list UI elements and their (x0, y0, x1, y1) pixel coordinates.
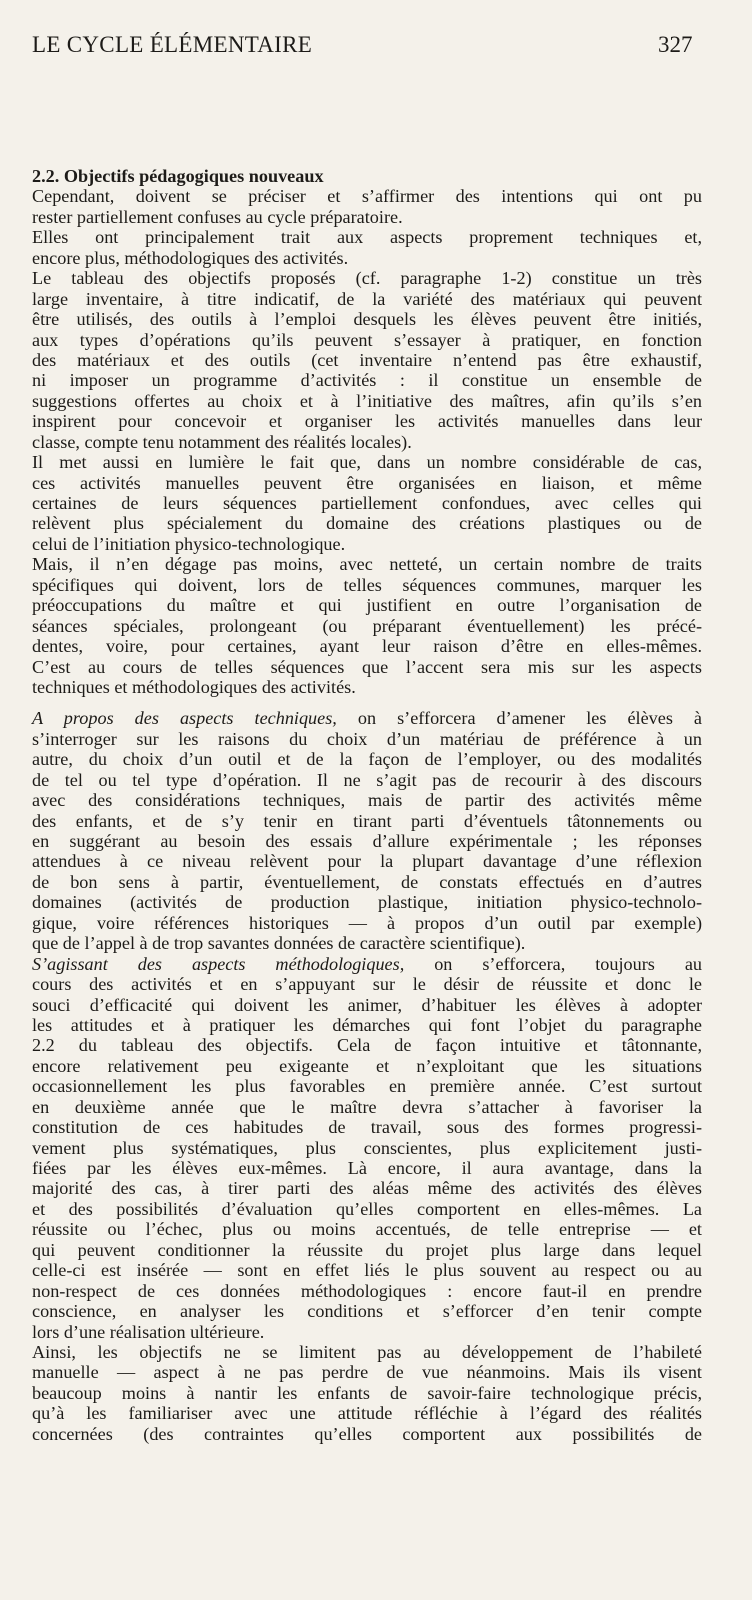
text-line (32, 954, 702, 974)
italic-lead: S’agissant des aspects méthodologiques, (32, 953, 405, 974)
text-line: séances spéciales, prolongeant (ou préparant éventuellement) les précé- (32, 615, 702, 636)
italic-lead: A propos des aspects techniques, (32, 708, 337, 729)
line-text: on s’efforcera d’amener les élèves à (336, 708, 702, 729)
text-line: des enfants, et de s’y tenir en tirant parti d’éventuels tâtonnements ou (32, 810, 702, 831)
text-line: celui de l’initiation physico-technologique. (32, 533, 346, 554)
text-line: être utilisés, des outils à l’emploi desquels les élèves peuvent être initiés, (32, 309, 702, 330)
text-line: avec des considérations techniques, mais de partir des activités même (32, 790, 702, 811)
text-line: inspirent pour concevoir et organiser les activités manuelles dans leur (32, 411, 702, 432)
text-line: concernées (des contraintes qu’elles comportent aux possibilités de (32, 1423, 702, 1444)
text-line: conscience, en analyser les conditions et s’efforcer d’en tenir compte (32, 1301, 702, 1322)
text-line: dentes, voire, pour certaines, ayant leur raison d’être en elles-mêmes. (32, 636, 702, 657)
text-line: Ainsi, les objectifs ne se limitent pas au développement de l’habileté (32, 1341, 702, 1362)
text-line: rester partiellement confuses au cycle préparatoire. (32, 206, 403, 227)
line-text: on s’efforcera, toujours au (404, 953, 702, 974)
text-line: autre, du choix d’un outil et de la façon de l’employer, ou des modalités (32, 749, 702, 770)
text-line: ni imposer un programme d’activités : il constitue un ensemble de (32, 370, 702, 391)
text-line: domaines (activités de production plastique, initiation physico-technolo- (32, 892, 702, 913)
text-line: vement plus systématiques, plus conscientes, plus explicitement justi- (32, 1137, 702, 1158)
text-line: spécifiques qui doivent, lors de telles séquences communes, marquer les (32, 574, 702, 595)
running-head: LE CYCLE ÉLÉMENTAIRE (32, 32, 313, 57)
text-line: occasionnellement les plus favorables en première année. C’est surtout (32, 1076, 702, 1097)
text-line: Cependant, doivent se préciser et s’affirmer des intentions qui ont pu (32, 186, 702, 207)
text-line: beaucoup moins à nantir les enfants de savoir-faire technologique précis, (32, 1382, 702, 1403)
text-line (32, 708, 702, 728)
text-line: Le tableau des objectifs proposés (cf. paragraphe 1-2) constitue un très (32, 268, 702, 289)
text-line: aux types d’opérations qu’ils peuvent s’essayer à pratiquer, en fonction (32, 329, 702, 350)
text-line: techniques et méthodologiques des activités. (32, 676, 356, 697)
text-line: classe, compte tenu notamment des réalités locales). (32, 431, 412, 452)
text-line: qui peuvent conditionner la réussite du projet plus large dans lequel (32, 1239, 702, 1260)
text-line: que de l’appel à de trop savantes données de caractère scientifique). (32, 933, 526, 954)
text-line: Elles ont principalement trait aux aspects proprement techniques et, (32, 227, 702, 248)
text-line: lors d’une réalisation ultérieure. (32, 1321, 265, 1342)
text-line: 2.2 du tableau des objectifs. Cela de façon intuitive et tâtonnante, (32, 1035, 702, 1056)
body-text (32, 166, 702, 1444)
text-line: les attitudes et à pratiquer les démarches qui font l’objet du paragraphe (32, 1014, 702, 1035)
text-line: large inventaire, à titre indicatif, de la variété des matériaux qui peuvent (32, 288, 702, 309)
text-line: constitution de ces habitudes de travail, sous des formes progressi- (32, 1117, 702, 1138)
text-line: réussite ou l’échec, plus ou moins accentués, de telle entreprise — et (32, 1219, 702, 1240)
page-number: 327 (658, 32, 693, 57)
text-line: qu’à les familiariser avec une attitude réfléchie à l’égard des réalités (32, 1403, 702, 1424)
text-line: majorité des cas, à tirer parti des aléas même des activités des élèves (32, 1178, 702, 1199)
text-line: relèvent plus spécialement du domaine des créations plastiques ou de (32, 513, 702, 534)
text-line: encore plus, méthodologiques des activités. (32, 247, 349, 268)
text-line: attendues à ce niveau relèvent pour la plupart davantage d’une réflexion (32, 851, 702, 872)
text-line: en suggérant au besoin des essais d’allure expérimentale ; les réponses (32, 831, 702, 851)
text-line: Mais, il n’en dégage pas moins, avec netteté, un certain nombre de traits (32, 554, 702, 575)
text-line: s’interroger sur les raisons du choix d’un matériau de préférence à un (32, 728, 702, 749)
text-line: des matériaux et des outils (cet inventaire n’entend pas être exhaustif, (32, 349, 702, 370)
text-line: encore relativement peu exigeante et n’exploitant que les situations (32, 1055, 702, 1076)
text-line: en deuxième année que le maître devra s’attacher à favoriser la (32, 1096, 702, 1117)
text-line: certaines de leurs séquences partiellement confondues, avec celles qui (32, 493, 702, 513)
text-line: souci d’efficacité qui doivent les animer, d’habituer les élèves à adopter (32, 994, 702, 1015)
text-line: celle-ci est insérée — sont en effet liés le plus souvent au respect ou au (32, 1260, 702, 1281)
text-line: ces activités manuelles peuvent être organisées en liaison, et même (32, 472, 702, 493)
text-line: gique, voire références historiques — à propos d’un outil par exemple) (32, 912, 702, 933)
text-line: fiées par les élèves eux-mêmes. Là encore, il aura avantage, dans la (32, 1158, 702, 1178)
section-heading: 2.2. Objectifs pédagogiques nouveaux (32, 166, 324, 186)
text-line: suggestions offertes au choix et à l’initiative des maîtres, afin qu’ils s’en (32, 390, 702, 411)
text-line: C’est au cours de telles séquences que l’accent sera mis sur les aspects (32, 656, 702, 677)
text-line: Il met aussi en lumière le fait que, dans un nombre considérable de cas, (32, 452, 702, 473)
text-line: de tel ou tel type d’opération. Il ne s’agit pas de recourir à des discours (32, 769, 702, 790)
text-line: préoccupations du maître et qui justifient en outre l’organisation de (32, 595, 702, 616)
text-line: non-respect de ces données méthodologiques : encore faut-il en prendre (32, 1280, 702, 1301)
text-line: de bon sens à partir, éventuellement, de constats effectués en d’autres (32, 871, 702, 892)
text-line: manuelle — aspect à ne pas perdre de vue néanmoins. Mais ils visent (32, 1362, 702, 1383)
text-line: cours des activités et en s’appuyant sur le désir de réussite et donc le (32, 974, 702, 995)
text-line: et des possibilités d’évaluation qu’elles comportent en elles-mêmes. La (32, 1198, 702, 1219)
